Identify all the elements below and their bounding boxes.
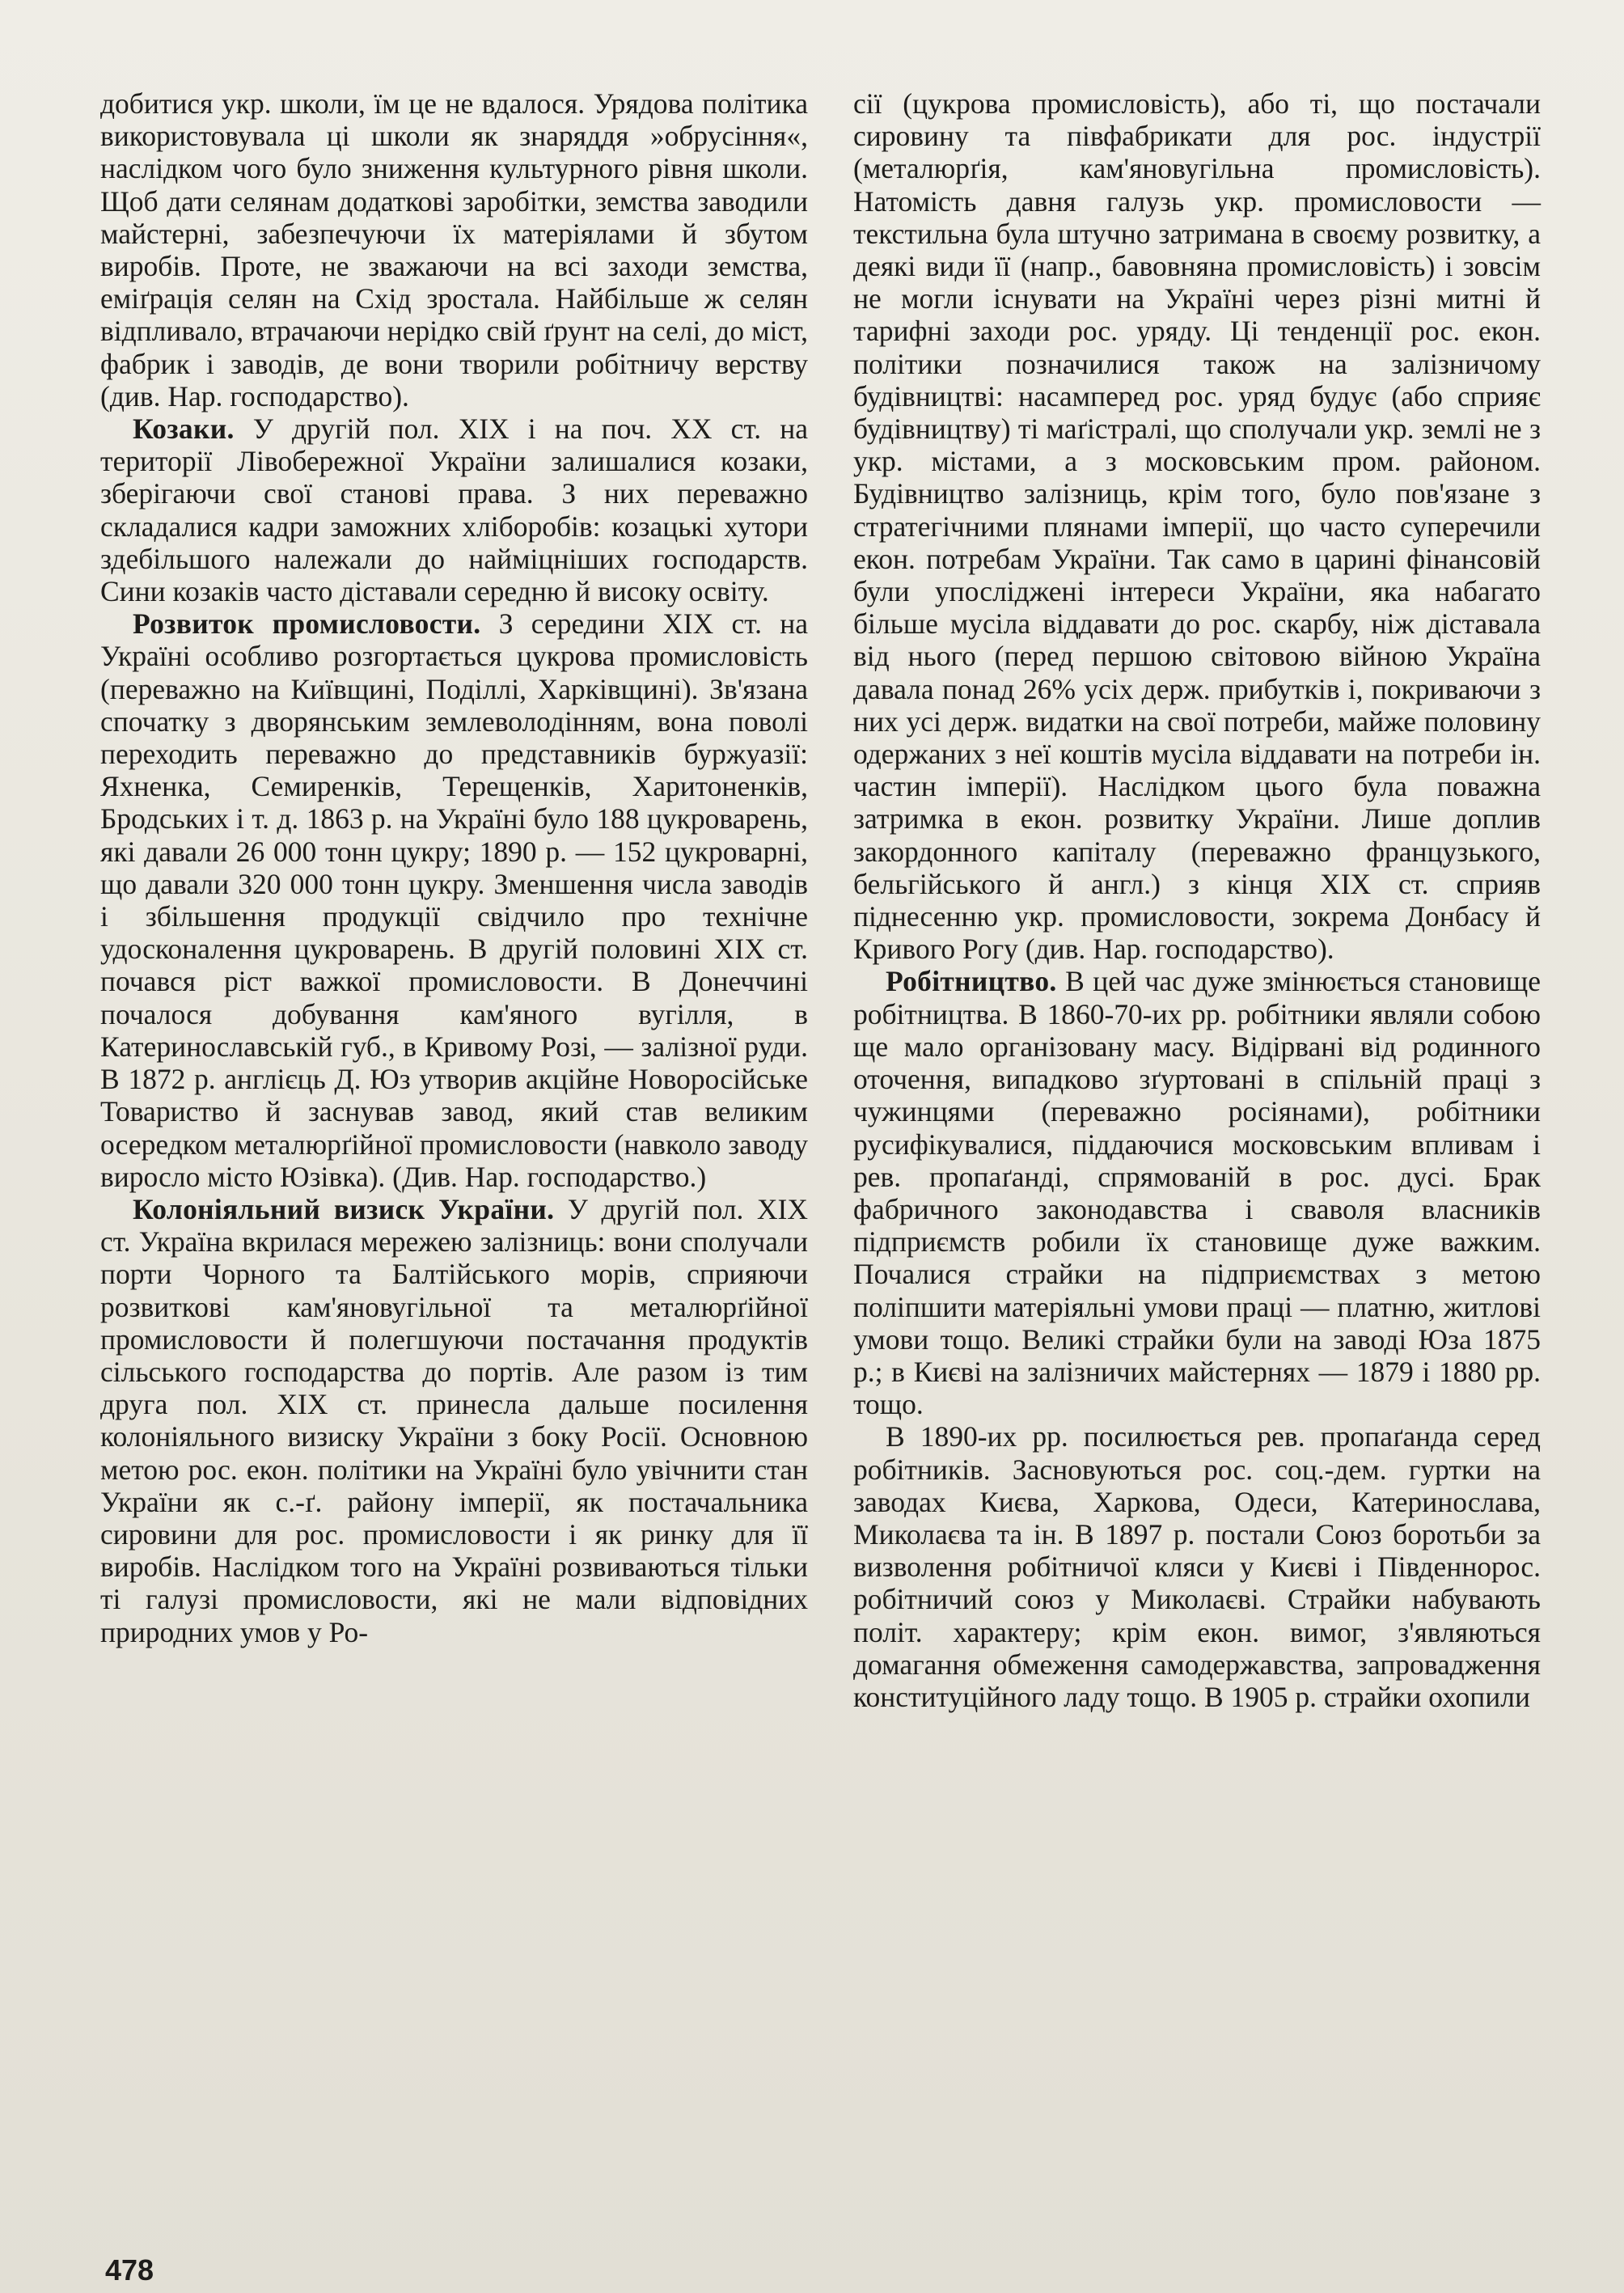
section-industry bbox=[100, 607, 808, 1193]
right-column bbox=[853, 87, 1541, 1713]
section-workers bbox=[853, 965, 1541, 1420]
page-number: 478 bbox=[105, 2253, 154, 2287]
section-colonial-exploitation bbox=[100, 1193, 808, 1648]
text-industry: З середини XIX ст. на Україні особливо розгортається цукрова промисловість (переважно на Київщині, Поділлі, Харківщині). Зв'язана спочатку з дворянським землеволодінням, вона поволі переходить переважно до представників буржуазії: Яхненка, Семиренків, Терещенків, Харитоненків, Бродських і т. д. 1863 р. на Україні було 188 цукроварень, які давали 26 000 тонн цукру; 1890 р. — 152 цукроварні, що давали 320 000 тонн цукру. Зменшення числа заводів і збільшення продукції свідчило про технічне удосконалення цукроварень. В другій половині XIX ст. почався ріст важкої промисловости. В Донеччині почалося добування кам'яного вугілля, в Катеринославській губ., в Кривому Розі, — залізної руди. В 1872 р. англієць Д. Юз утворив акційне Новоросійське Товариство й заснував завод, який став великим осередком металюрґійної промисловости (навколо заводу виросло місто Юзівка). (Див. Нар. господарство.) bbox=[100, 607, 808, 1193]
heading-workers: Робітництво. bbox=[886, 965, 1057, 998]
left-column bbox=[100, 87, 808, 1648]
paragraph-1890s: В 1890-их рр. посилюється рев. пропаґанда серед робітників. Засновуються рос. соц.-дем. гуртки на заводах Києва, Харкова, Одеси, Катеринослава, Миколаєва та ін. В 1897 р. постали Союз боротьби за визволення робітничої кляси у Києві і Південнорос. робітничий союз у Миколаєві. Страйки набувають політ. характеру; крім екон. вимог, з'являються домагання обмеження самодержавства, запровадження конституційного ладу тощо. В 1905 р. страйки охопили bbox=[853, 1420, 1541, 1713]
text-cossacks: У другій пол. XIX і на поч. XX ст. на території Лівобережної України залишалися козаки, зберігаючи свої станові права. З них переважно складалися кадри заможних хліборобів: козацькі хутори здебільшого належали до найміцніших господарств. Сини козаків часто діставали середню й високу освіту. bbox=[100, 412, 808, 608]
heading-colonial-exploitation: Колоніяльний визиск України. bbox=[133, 1192, 555, 1225]
heading-cossacks: Козаки. bbox=[133, 412, 235, 446]
paragraph-colonial-continuation: сії (цукрова промисловість), або ті, що постачали сировину та півфабрикати для рос. індустрії (металюрґія, кам'яновугільна промисловість). Натомість давня галузь укр. промисловости — текстильна була штучно затримана в своєму розвитку, а деякі види її (напр., бавовняна промисловість) і зовсім не могли існувати на Україні через різні митні й тарифні заходи рос. уряду. Ці тенденції рос. екон. політики позначилися також на залізничому будівництві: насамперед рос. уряд будує (або сприяє будівництву) ті маґістралі, що сполучали укр. землі не з укр. містами, а з московським пром. районом. Будівництво залізниць, крім того, було пов'язане з стратегічними плянами імперії, що часто суперечили екон. потребам України. Так само в царині фінансовій були упосліджені інтереси України, яка набагато більше мусіла віддавати до рос. скарбу, ніж діставала від нього (перед першою світовою війною Україна давала понад 26% усіх держ. прибутків і, покриваючи з них усі держ. видатки на свої потреби, майже половину одержаних з неї коштів мусіла віддавати на потреби ін. частин імперії). Наслідком цього була поважна затримка в екон. розвитку України. Лише доплив закордонного капіталу (переважно французького, бельгійського й англ.) з кінця XIX ст. сприяв піднесенню укр. промисловости, зокрема Донбасу й Кривого Рогу (див. Нар. господарство). bbox=[853, 87, 1541, 966]
text-workers: В цей час дуже змінюється становище робітництва. В 1860-70-их рр. робітники являли собою ще мало організовану масу. Відірвані від родинного оточення, випадково зґуртовані в спільній праці з чужинцями (переважно росіянами), робітники русифікувалися, піддаючися московським впливам і рев. пропаґанді, спрямованій в рос. дусі. Брак фабричного законодавства і сваволя власників підприємств робили їх становище дуже важким. Почалися страйки на підприємствах з метою поліпшити матеріяльні умови праці — платню, житлові умови тощо. Великі страйки були на заводі Юза 1875 р.; в Києві на залізничих майстернях — 1879 і 1880 рр. тощо. bbox=[853, 965, 1541, 1421]
text-colonial-exploitation: У другій пол. XIX ст. Україна вкрилася мережею залізниць: вони сполучали порти Чорного та Балтійського морів, сприяючи розвиткові кам'яновугільної та металюрґійної промисловости й полегшуючи постачання продуктів сільського господарства до портів. Але разом із тим друга пол. XIX ст. принесла дальше посилення колоніяльного визиску України з боку Росії. Основною метою рос. екон. політики на Україні було увічнити стан України як с.-ґ. району імперії, як постачальника сировини для рос. промисловости і як ринку для її виробів. Наслідком того на Україні розвиваються тільки ті галузі промисловости, які не мали відповідних природних умов у Ро- bbox=[100, 1192, 808, 1648]
heading-industry: Розвиток промисловости. bbox=[133, 607, 481, 641]
section-cossacks bbox=[100, 412, 808, 607]
paragraph-schools-continuation: добитися укр. школи, їм це не вдалося. Урядова політика використовувала ці школи як знаряддя »обрусіння«, наслідком чого було зниження культурного рівня школи. Щоб дати селянам додаткові заробітки, земства заводили майстерні, забезпечуючи їх матеріялами й збутом виробів. Проте, не зважаючи на всі заходи земства, еміґрація селян на Схід зростала. Найбільше ж селян відпливало, втрачаючи нерідко свій ґрунт на селі, до міст, фабрик і заводів, де вони творили робітничу верству (див. Нар. господарство). bbox=[100, 87, 808, 412]
